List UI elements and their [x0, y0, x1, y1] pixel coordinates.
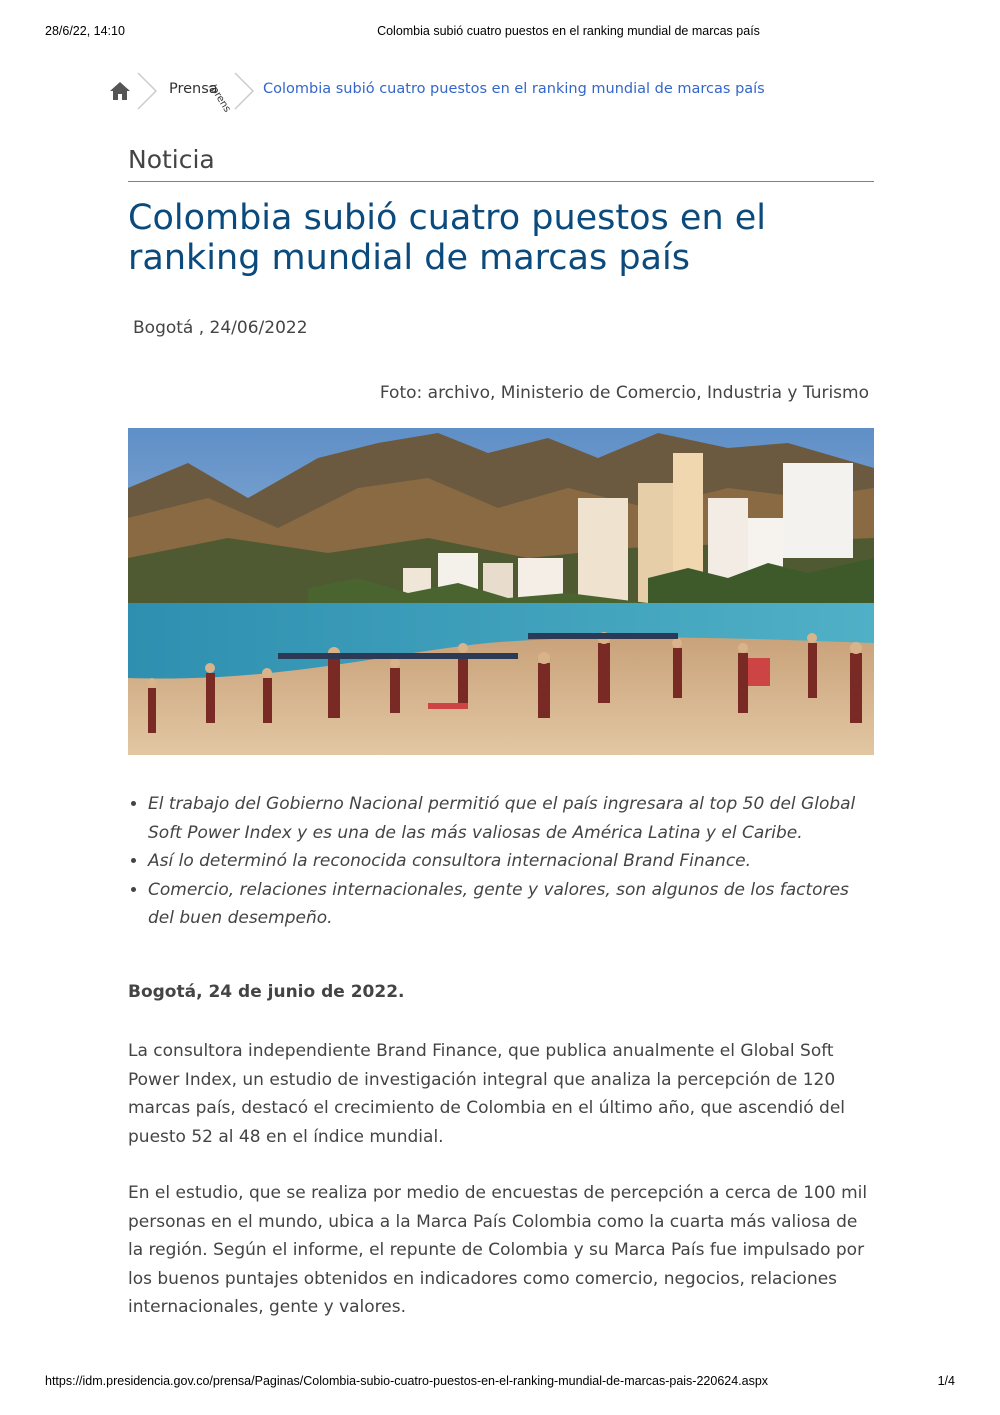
article-paragraph: En el estudio, que se realiza por medio de encuestas de percepción a cerca de 100 mil personas en el mundo, ubica a la Marca País Colombia como la cuarta más valiosa de la región. Según el informe, el repunte de Colombia y su Marca País fue impulsado por los buenos puntajes obtenidos en indicadores como comercio, negocios, relaciones internacionales, gente y valores.: [128, 1183, 868, 1317]
summary-bullet-list: [128, 790, 874, 933]
print-url: https://idm.presidencia.gov.co/prensa/Paginas/Colombia-subio-cuatro-puestos-en-el-ranking-mundial-de-marcas-pais-220624.aspx: [45, 1374, 769, 1388]
section-divider: [128, 181, 874, 182]
breadcrumb: [108, 72, 868, 115]
photo-credit: Foto: archivo, Ministerio de Comercio, Industria y Turismo: [379, 383, 869, 403]
section-label: Noticia: [128, 145, 215, 174]
article-headline: Colombia subió cuatro puestos en el ranking mundial de marcas país: [128, 198, 767, 278]
breadcrumb-item-current[interactable]: Colombia subió cuatro puestos en el ranking mundial de marcas país: [263, 81, 765, 97]
home-icon[interactable]: [108, 80, 132, 102]
article-dateline: Bogotá , 24/06/2022: [133, 318, 308, 338]
article-photo: [128, 428, 874, 755]
breadcrumb-separator-icon: [136, 72, 158, 110]
article-lead-dateline: Bogotá, 24 de junio de 2022.: [128, 982, 405, 1002]
article-paragraph: La consultora independiente Brand Finance, que publica anualmente el Global Soft Power Index, un estudio de investigación integral que analiza la percepción de 120 marcas país, destacó el crecimiento de Colombia en el último año, que ascendió del puesto 52 al 48 en el índice mundial.: [128, 1041, 846, 1147]
breadcrumb-item-prensa[interactable]: Prensa: [169, 81, 218, 97]
print-header: [0, 24, 1000, 44]
list-item: • Comercio, relaciones internacionales, gente y valores, son algunos de los factores del buen desempeño.: [148, 876, 874, 933]
print-datetime: 28/6/22, 14:10: [45, 24, 125, 38]
print-page-number: 1/4: [937, 1374, 955, 1388]
list-item: • El trabajo del Gobierno Nacional permitió que el país ingresara al top 50 del Global Soft Power Index y es una de las más valiosas de América Latina y el Caribe.: [148, 790, 874, 847]
print-title: Colombia subió cuatro puestos en el ranking mundial de marcas país: [377, 24, 760, 38]
breadcrumb-separator-icon: [233, 72, 255, 110]
list-item: • Así lo determinó la reconocida consultora internacional Brand Finance.: [148, 847, 874, 876]
print-footer: [0, 1374, 1000, 1394]
breadcrumb-url-fragment: /prens: [206, 82, 233, 115]
